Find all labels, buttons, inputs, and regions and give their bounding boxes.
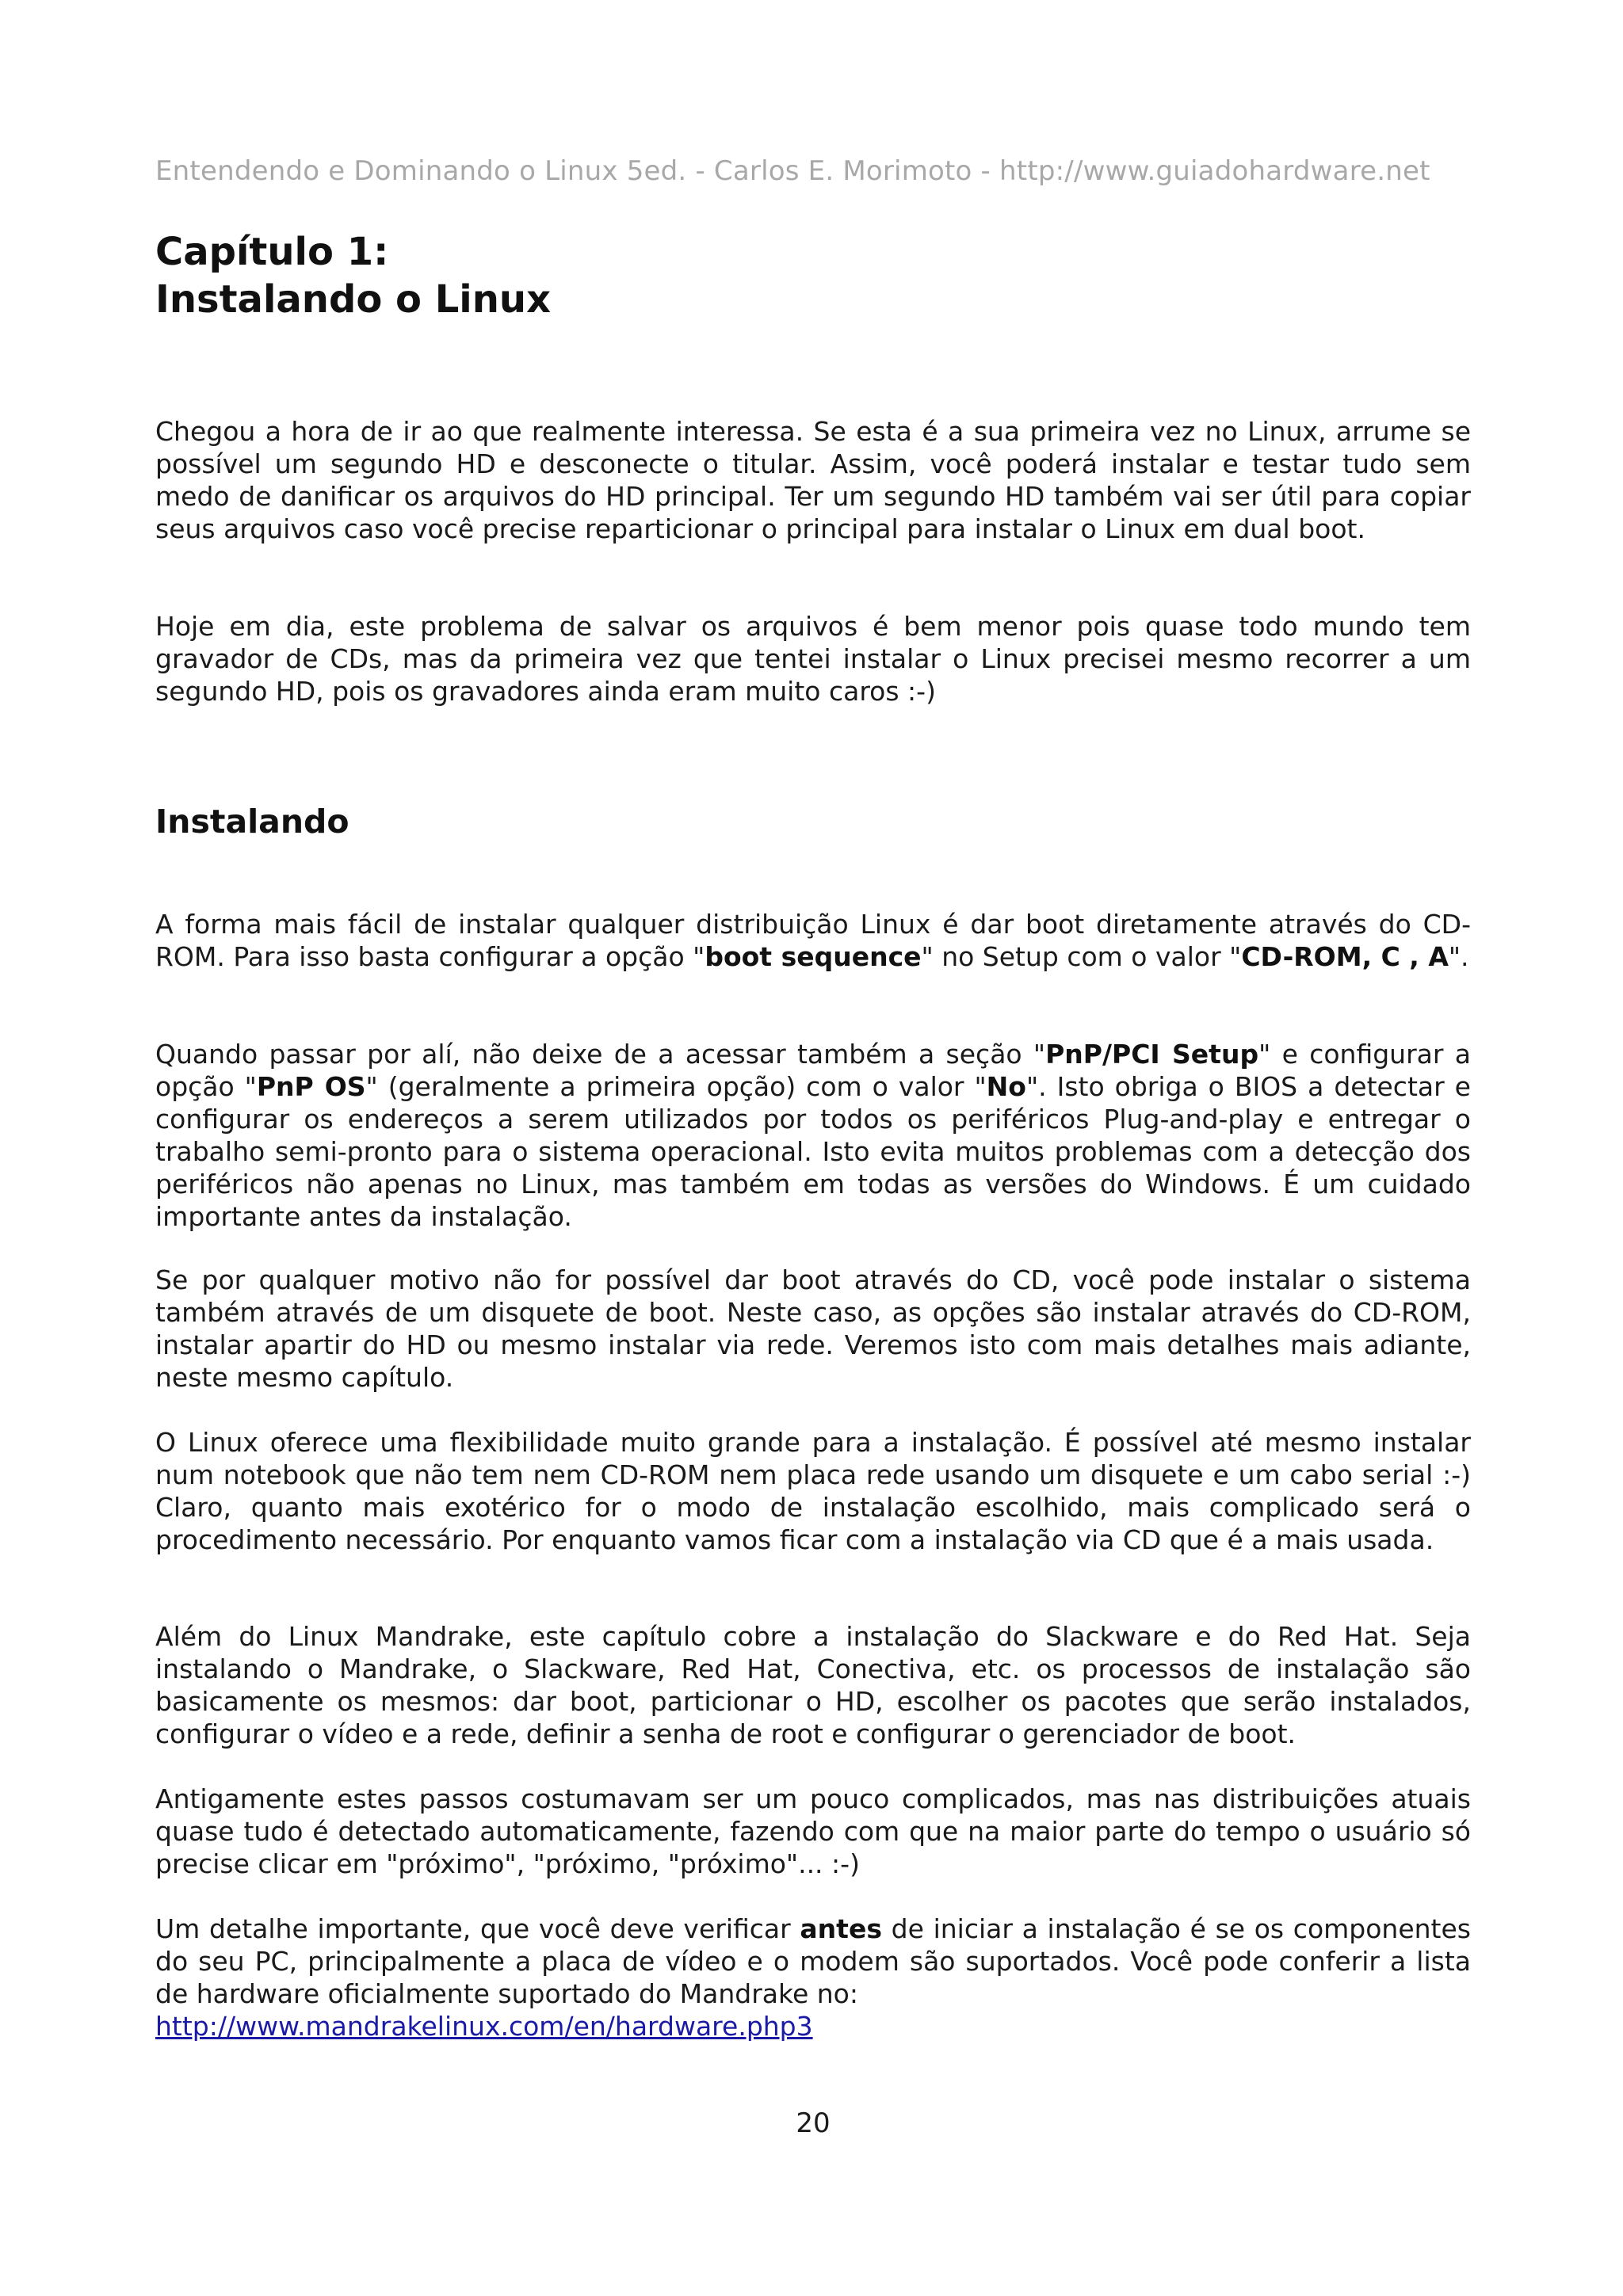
bold-run: No: [986, 1071, 1026, 1102]
bold-run: boot sequence: [705, 941, 922, 972]
section-paragraph-4: O Linux oferece uma flexibilidade muito grande para a instalação. É possível até mesmo instalar num notebook que não tem nem CD-ROM nem placa rede usando um disquete e um cabo serial :-) Claro, quanto mais exotérico for o modo de instalação escolhido, mais complicado será o procedimento necessário. Por enquanto vamos ficar com a instalação via CD que é a mais usada.: [155, 1427, 1471, 1555]
intro-paragraph-1: Chegou a hora de ir ao que realmente interessa. Se esta é a sua primeira vez no Linux, arrume se possível um segundo HD e desconecte o titular. Assim, você poderá instalar e testar tudo sem medo de danificar os arquivos do HD principal. Ter um segundo HD também vai ser útil para copiar seus arquivos caso você precise reparticionar o principal para instalar o Linux em dual boot.: [155, 416, 1471, 544]
text-run: " no Setup com o valor ": [921, 941, 1242, 972]
section-paragraph-3: Se por qualquer motivo não for possível dar boot através do CD, você pode instalar o sistema também através de um disquete de boot. Neste caso, as opções são instalar através do CD-ROM, instalar apartir do HD ou mesmo instalar via rede. Veremos isto com mais detalhes mais adiante, neste mesmo capítulo.: [155, 1264, 1471, 1393]
chapter-label: Capítulo 1:: [155, 230, 389, 274]
section-paragraph-2: [155, 1038, 1471, 1233]
text-run: " (geralmente a primeira opção) com o valor ": [365, 1071, 987, 1102]
text-run: Quando passar por alí, não deixe de a acessar também a seção ": [155, 1039, 1046, 1070]
bold-run: antes: [800, 1913, 882, 1944]
chapter-title: [155, 228, 551, 323]
text-run: de iniciar a instalação é se os componentes do seu PC, principalmente a placa de vídeo e o modem são suportados. Você pode conferir a lista de hardware oficialmente suportado do Mandrake no:: [155, 1913, 1471, 2009]
hardware-list-link[interactable]: http://www.mandrakelinux.com/en/hardware.php3: [155, 2011, 813, 2042]
section-paragraph-6: Antigamente estes passos costumavam ser um pouco complicados, mas nas distribuições atuais quase tudo é detectado automaticamente, fazendo com que na maior parte do tempo o usuário só precise clicar em "próximo", "próximo, "próximo"... :-): [155, 1783, 1471, 1879]
section-paragraph-1: [155, 908, 1471, 973]
section-paragraph-7: [155, 1913, 1471, 2042]
running-header: Entendendo e Dominando o Linux 5ed. - Carlos E. Morimoto - http://www.guiadohardware.net: [155, 155, 1430, 187]
page-number: 20: [796, 2107, 831, 2139]
bold-run: PnP/PCI Setup: [1045, 1039, 1259, 1070]
text-run: ". Isto obriga o BIOS a detectar e configurar os endereços a serem utilizados por todos os periféricos Plug-and-play e entregar o trabalho semi-pronto para o sistema operacional. Isto evita muitos problemas com a detecção dos periféricos não apenas no Linux, mas também em todas as versões do Windows. É um cuidado importante antes da instalação.: [155, 1071, 1471, 1232]
chapter-name: Instalando o Linux: [155, 277, 552, 322]
text-run: " e configurar a opção ": [155, 1039, 1471, 1102]
intro-paragraph-2: Hoje em dia, este problema de salvar os arquivos é bem menor pois quase todo mundo tem gravador de CDs, mas da primeira vez que tentei instalar o Linux precisei mesmo recorrer a um segundo HD, pois os gravadores ainda eram muito caros :-): [155, 611, 1471, 707]
bold-run: CD-ROM, C , A: [1241, 941, 1449, 972]
section-paragraph-5: Além do Linux Mandrake, este capítulo cobre a instalação do Slackware e do Red Hat. Seja instalando o Mandrake, o Slackware, Red Hat, Conectiva, etc. os processos de instalação são basicamente os mesmos: dar boot, particionar o HD, escolher os pacotes que serão instalados, configurar o vídeo e a rede, definir a senha de root e configurar o gerenciador de boot.: [155, 1621, 1471, 1749]
section-title: Instalando: [155, 803, 349, 841]
text-run: ".: [1448, 941, 1469, 972]
text-run: A forma mais fácil de instalar qualquer distribuição Linux é dar boot diretamente através do CD-ROM. Para isso basta configurar a opção ": [155, 909, 1471, 972]
bold-run: PnP OS: [256, 1071, 366, 1102]
text-run: Um detalhe importante, que você deve verificar: [155, 1913, 800, 1944]
